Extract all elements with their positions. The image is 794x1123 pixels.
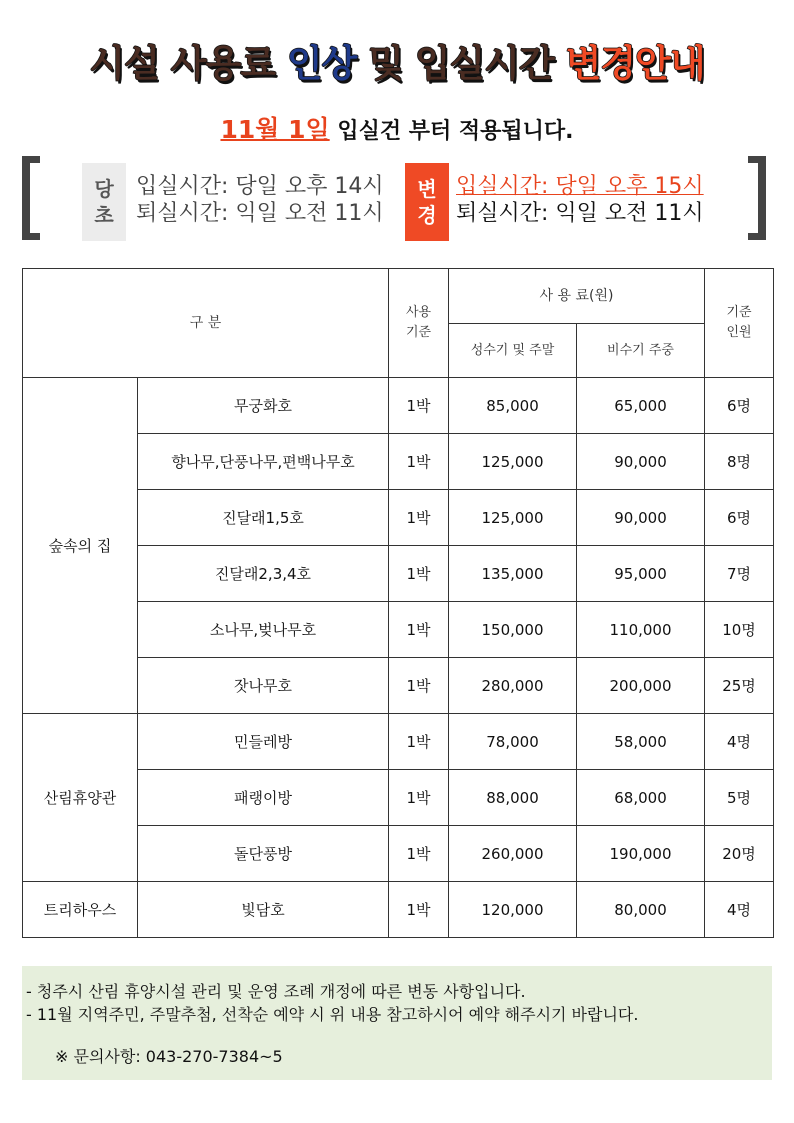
offpeak-fee: 90,000 [577, 490, 705, 546]
changed-times [456, 173, 704, 227]
offpeak-fee: 68,000 [577, 770, 705, 826]
title-part-change-notice: 변경안내 [565, 42, 705, 85]
peak-fee: 88,000 [449, 770, 577, 826]
room-name: 잣나무호 [138, 658, 389, 714]
peak-fee: 85,000 [449, 378, 577, 434]
peak-fee: 78,000 [449, 714, 577, 770]
original-checkout: 퇴실시간: 익일 오전 11시 [136, 201, 384, 226]
header-peak: 성수기 및 주말 [449, 324, 577, 378]
peak-fee: 260,000 [449, 826, 577, 882]
capacity: 20명 [705, 826, 774, 882]
offpeak-fee: 200,000 [577, 658, 705, 714]
changed-checkout: 퇴실시간: 익일 오전 11시 [456, 201, 704, 226]
group-name: 산림휴양관 [23, 714, 138, 882]
group-name: 숲속의 집 [23, 378, 138, 714]
capacity: 6명 [705, 490, 774, 546]
offpeak-fee: 110,000 [577, 602, 705, 658]
header-unit: 사용 기준 [389, 269, 449, 378]
room-name: 돌단풍방 [138, 826, 389, 882]
usage-unit: 1박 [389, 714, 449, 770]
peak-fee: 120,000 [449, 882, 577, 938]
usage-unit: 1박 [389, 602, 449, 658]
capacity: 25명 [705, 658, 774, 714]
title-part-facility-fee: 시설 사용료 [89, 42, 287, 85]
contact-info: ※ 문의사항: 043-270-7384~5 [55, 1047, 283, 1066]
capacity: 7명 [705, 546, 774, 602]
original-badge-char: 당 [94, 177, 114, 201]
peak-fee: 135,000 [449, 546, 577, 602]
header-capacity: 기준 인원 [705, 269, 774, 378]
offpeak-fee: 95,000 [577, 546, 705, 602]
group-name: 트리하우스 [23, 882, 138, 938]
header-offpeak: 비수기 주중 [577, 324, 705, 378]
table-header-row [23, 269, 774, 324]
room-name: 소나무,벚나무호 [138, 602, 389, 658]
title-part-checkin: 및 입실시간 [356, 42, 566, 85]
usage-unit: 1박 [389, 770, 449, 826]
peak-fee: 280,000 [449, 658, 577, 714]
header-category: 구 분 [23, 269, 389, 378]
room-name: 빛담호 [138, 882, 389, 938]
header-fee: 사 용 료(원) [449, 269, 705, 324]
room-name: 진달래2,3,4호 [138, 546, 389, 602]
capacity: 4명 [705, 882, 774, 938]
note-line: - 11월 지역주민, 주말추첨, 선착순 예약 시 위 내용 참고하시어 예약 해주시기 바랍니다. [26, 1005, 639, 1024]
changed-checkin: 입실시간: 당일 오후 15시 [456, 174, 704, 199]
original-badge [82, 163, 126, 241]
capacity: 6명 [705, 378, 774, 434]
room-name: 향나무,단풍나무,편백나무호 [138, 434, 389, 490]
title-part-increase: 인상 [286, 42, 357, 85]
capacity: 10명 [705, 602, 774, 658]
table-row [23, 714, 774, 770]
room-name: 진달래1,5호 [138, 490, 389, 546]
notes-box [22, 966, 772, 1080]
subtitle-date: 11월 1일 [220, 115, 330, 144]
offpeak-fee: 80,000 [577, 882, 705, 938]
room-name: 무궁화호 [138, 378, 389, 434]
offpeak-fee: 65,000 [577, 378, 705, 434]
original-times [136, 173, 384, 227]
usage-unit: 1박 [389, 378, 449, 434]
original-checkin: 입실시간: 당일 오후 14시 [136, 174, 384, 199]
usage-unit: 1박 [389, 434, 449, 490]
capacity: 5명 [705, 770, 774, 826]
table-row [23, 882, 774, 938]
capacity: 4명 [705, 714, 774, 770]
right-bracket [748, 156, 766, 240]
capacity: 8명 [705, 434, 774, 490]
usage-unit: 1박 [389, 826, 449, 882]
changed-badge [405, 163, 449, 241]
usage-unit: 1박 [389, 882, 449, 938]
room-name: 민들레방 [138, 714, 389, 770]
usage-unit: 1박 [389, 658, 449, 714]
table-row [23, 378, 774, 434]
page-subtitle [0, 110, 794, 146]
peak-fee: 125,000 [449, 490, 577, 546]
original-badge-char: 초 [94, 203, 114, 227]
subtitle-text: 입실건 부터 적용됩니다. [329, 119, 574, 144]
offpeak-fee: 190,000 [577, 826, 705, 882]
room-name: 패랭이방 [138, 770, 389, 826]
peak-fee: 150,000 [449, 602, 577, 658]
offpeak-fee: 58,000 [577, 714, 705, 770]
page-title [0, 38, 794, 90]
offpeak-fee: 90,000 [577, 434, 705, 490]
usage-unit: 1박 [389, 546, 449, 602]
changed-badge-char: 경 [417, 203, 437, 227]
fee-table [22, 268, 774, 938]
changed-badge-char: 변 [417, 177, 437, 201]
left-bracket [22, 156, 40, 240]
note-line: - 청주시 산림 휴양시설 관리 및 운영 조례 개정에 따른 변동 사항입니다. [26, 982, 526, 1001]
usage-unit: 1박 [389, 490, 449, 546]
peak-fee: 125,000 [449, 434, 577, 490]
